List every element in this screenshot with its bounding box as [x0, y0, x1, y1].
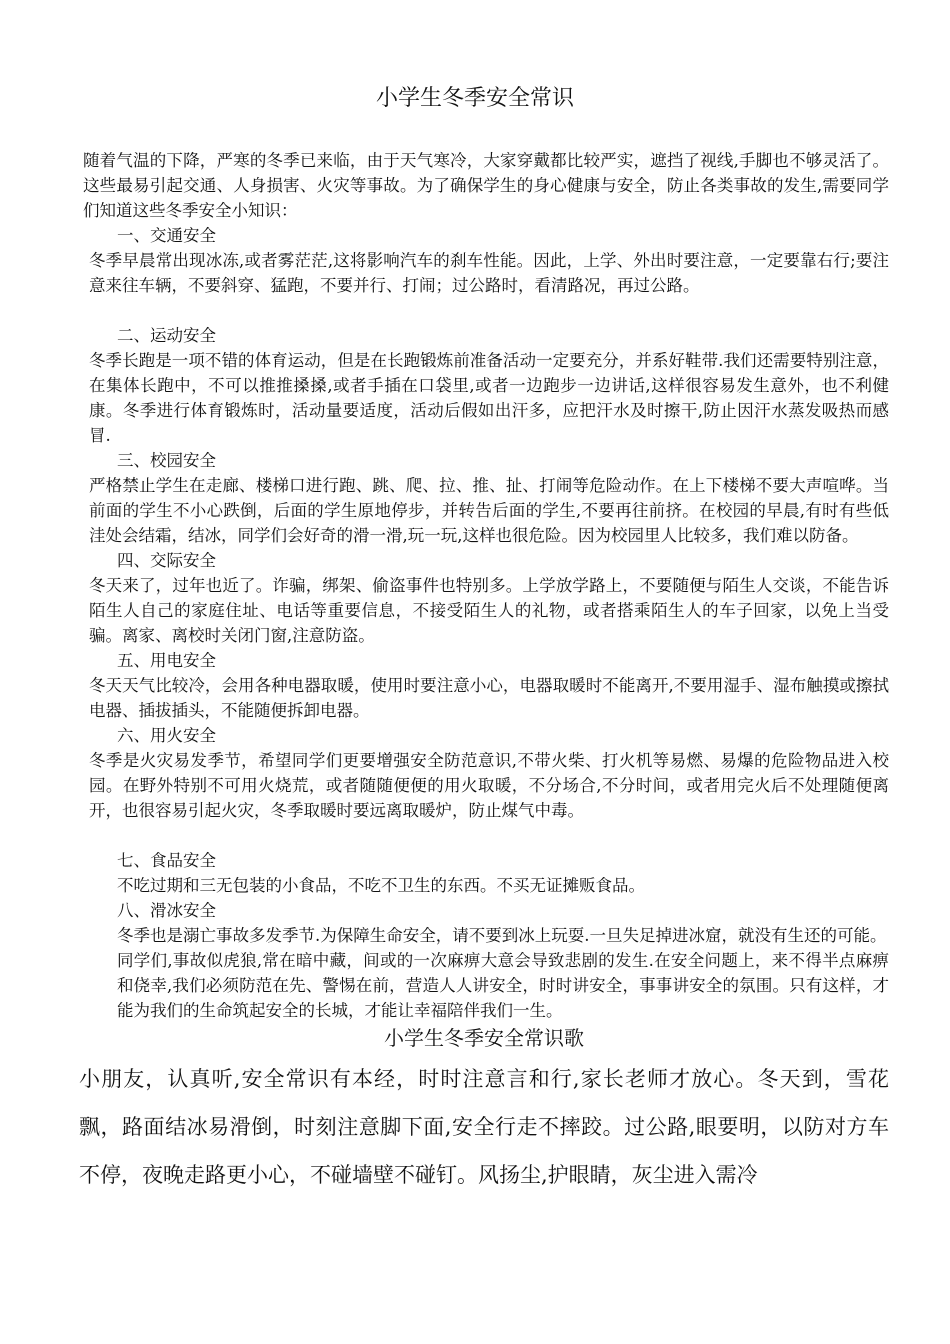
- document-title: 小学生冬季安全常识: [375, 86, 574, 111]
- song-text: 小朋友，认真听,安全常识有本经，时时注意言和行,家长老师才放心。冬天到，雪花飘，路面结冰易滑倒，时刻注意脚下面,安全行走不摔跤。过公路,眼要明，以防对方车不停，夜晚走路更小心，不碰墙壁不碰钉。风扬尘,护眼睛，灰尘进入需冷: [79, 1067, 889, 1187]
- spacer: [79, 298, 889, 323]
- section-text-electricity: 冬天天气比较冷，会用各种电器取暖，使用时要注意小心，电器取暖时不能离开,不要用湿手、湿布触摸或擦拭电器、插拔插头，不能随便拆卸电器。: [89, 676, 889, 720]
- intro-paragraph: 随着气温的下降，严寒的冬季已来临，由于天气寒冷，大家穿戴都比较严实，遮挡了视线,手脚也不够灵活了。这些最易引起交通、人身损害、火灾等事故。为了确保学生的身心健康与安全，防止各类事故的发生,需要同学们知道这些冬季安全小知识：: [83, 151, 889, 220]
- section-heading-traffic: 一、交通安全: [117, 226, 216, 245]
- section-text-campus: 严格禁止学生在走廊、楼梯口进行跑、跳、爬、拉、推、扯、打闹等危险动作。在上下楼梯不要大声喧哗。当前面的学生不小心跌倒，后面的学生原地停步，并转告后面的学生,不要再往前挤。在校园的早晨,有时有些低洼处会结霜，结冰，同学们会好奇的滑一滑,玩一玩,这样也很危险。因为校园里人比较多，我们难以防备。: [89, 476, 889, 545]
- section-text-food: 不吃过期和三无包装的小食品，不吃不卫生的东西。不买无证摊贩食品。: [117, 876, 645, 895]
- section-heading-sports: 二、运动安全: [117, 326, 216, 345]
- song-title: 小学生冬季安全常识歌: [384, 1026, 584, 1050]
- section-text-social: 冬天来了，过年也近了。诈骗，绑架、偷盗事件也特别多。上学放学路上，不要随便与陌生人交谈，不能告诉陌生人自己的家庭住址、电话等重要信息，不接受陌生人的礼物，或者搭乘陌生人的车子回家，以免上当受骗。离家、离校时关闭门窗,注意防盗。: [89, 576, 889, 645]
- section-text-sports: 冬季长跑是一项不错的体育运动，但是在长跑锻炼前准备活动一定要充分，并系好鞋带.我们还需要特别注意，在集体长跑中，不可以推推搡搡,或者手插在口袋里,或者一边跑步一边讲话,这样很容易发生意外，也不利健康。冬季进行体育锻炼时，活动量要适度，活动后假如出汗多，应把汗水及时擦干,防止因汗水蒸发吸热而感冒.: [89, 351, 889, 445]
- spacer: [79, 823, 889, 848]
- closing-paragraph: 同学们,事故似虎狼,常在暗中藏，间或的一次麻痹大意会导致悲剧的发生.在安全问题上，来不得半点麻痹和侥幸,我们必须防范在先、警惕在前，营造人人讲安全，时时讲安全，事事讲安全的氛围。只有这样，才能为我们的生命筑起安全的长城，才能让幸福陪伴我们一生。: [117, 951, 889, 1020]
- section-heading-skating: 八、滑冰安全: [117, 901, 216, 920]
- section-heading-social: 四、交际安全: [117, 551, 216, 570]
- section-text-traffic: 冬季早晨常出现冰冻,或者雾茫茫,这将影响汽车的刹车性能。因此，上学、外出时要注意，一定要靠右行;要注意来往车辆，不要斜穿、猛跑，不要并行、打闹；过公路时，看清路况，再过公路。: [89, 251, 889, 295]
- section-heading-food: 七、食品安全: [117, 851, 216, 870]
- section-text-fire: 冬季是火灾易发季节，希望同学们更要增强安全防范意识,不带火柴、打火机等易燃、易爆的危险物品进入校园。在野外特别不可用火烧荒，或者随随便便的用火取暖，不分场合,不分时间，或者用完火后不处理随便离开，也很容易引起火灾，冬季取暖时要远离取暖炉，防止煤气中毒。: [89, 751, 889, 820]
- section-heading-campus: 三、校园安全: [117, 451, 216, 470]
- section-heading-electricity: 五、用电安全: [117, 651, 216, 670]
- document-body: [79, 148, 889, 1199]
- section-text-skating: 冬季也是溺亡事故多发季节.为保障生命安全，请不要到冰上玩耍.一旦失足掉进冰窟，就没有生还的可能。: [117, 926, 887, 945]
- section-heading-fire: 六、用火安全: [117, 726, 216, 745]
